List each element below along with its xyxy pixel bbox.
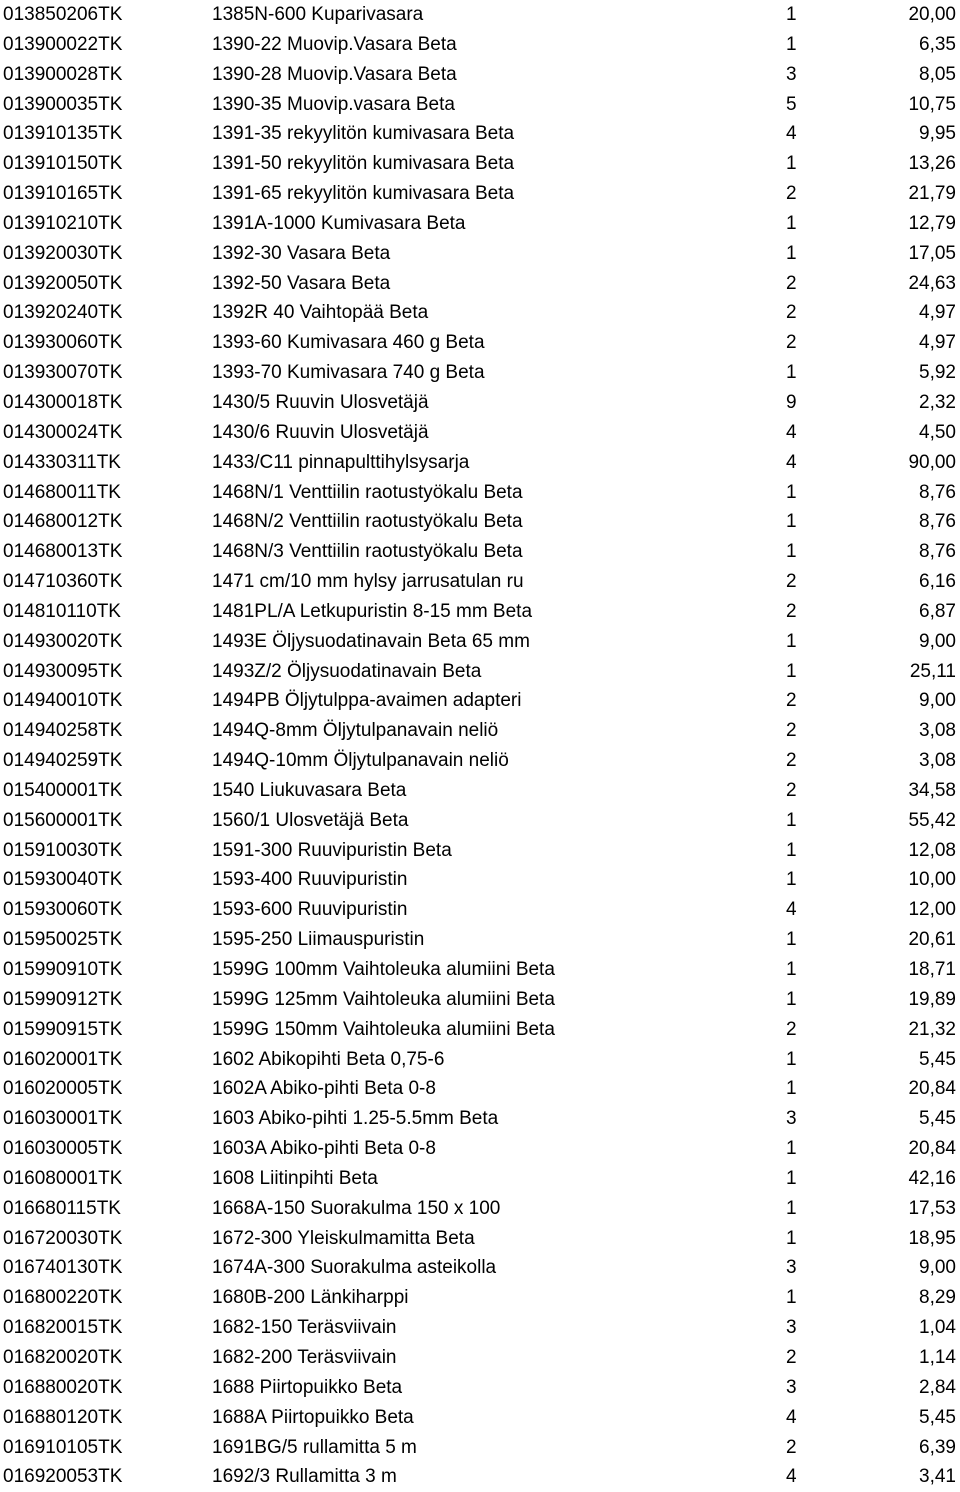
product-code-cell: 015990915TK bbox=[3, 1018, 123, 1040]
product-description-cell: 1608 Liitinpihti Beta bbox=[212, 1167, 378, 1189]
product-description-cell: 1595-250 Liimauspuristin bbox=[212, 929, 425, 951]
product-description-cell: 1391-50 rekyylitön kumivasara Beta bbox=[212, 153, 515, 175]
product-code-cell: 016820020TK bbox=[3, 1346, 123, 1368]
quantity-cell: 4 bbox=[786, 451, 797, 473]
product-code-cell: 013900028TK bbox=[3, 63, 123, 85]
quantity-cell: 2 bbox=[786, 720, 797, 742]
price-cell: 3,08 bbox=[919, 750, 956, 772]
table-row bbox=[0, 1253, 960, 1283]
table-row bbox=[0, 60, 960, 90]
product-code-cell: 016080001TK bbox=[3, 1167, 123, 1189]
quantity-cell: 1 bbox=[786, 839, 797, 861]
quantity-cell: 2 bbox=[786, 272, 797, 294]
quantity-cell: 3 bbox=[786, 63, 797, 85]
product-code-cell: 013910150TK bbox=[3, 153, 123, 175]
product-description-cell: 1599G 150mm Vaihtoleuka alumiini Beta bbox=[212, 1018, 555, 1040]
product-code-cell: 013920050TK bbox=[3, 272, 123, 294]
product-description-cell: 1494Q-8mm Öljytulpanavain neliö bbox=[212, 720, 499, 742]
quantity-cell: 3 bbox=[786, 1257, 797, 1279]
table-row bbox=[0, 985, 960, 1015]
product-description-cell: 1385N-600 Kuparivasara bbox=[212, 4, 424, 25]
product-description-cell: 1672-300 Yleiskulmamitta Beta bbox=[212, 1227, 475, 1249]
product-description-cell: 1468N/2 Venttiilin raotustyökalu Beta bbox=[212, 511, 523, 533]
price-cell: 8,76 bbox=[919, 511, 956, 533]
quantity-cell: 2 bbox=[786, 779, 797, 801]
product-code-cell: 015930060TK bbox=[3, 899, 123, 921]
product-description-cell: 1599G 100mm Vaihtoleuka alumiini Beta bbox=[212, 959, 555, 980]
product-code-cell: 015950025TK bbox=[3, 929, 123, 951]
quantity-cell: 3 bbox=[786, 1376, 797, 1398]
price-cell: 12,79 bbox=[908, 212, 956, 234]
table-row bbox=[0, 955, 960, 985]
product-description-cell: 1593-600 Ruuvipuristin bbox=[212, 899, 408, 921]
quantity-cell: 2 bbox=[786, 1346, 797, 1368]
product-code-cell: 014300024TK bbox=[3, 421, 123, 443]
table-row bbox=[0, 90, 960, 120]
quantity-cell: 4 bbox=[786, 421, 797, 443]
product-code-cell: 015930040TK bbox=[3, 869, 123, 891]
price-cell: 24,63 bbox=[908, 272, 956, 294]
product-code-cell: 016880120TK bbox=[3, 1406, 123, 1428]
price-cell: 6,39 bbox=[919, 1436, 956, 1458]
product-code-cell: 016740130TK bbox=[3, 1257, 123, 1279]
table-row bbox=[0, 925, 960, 955]
product-code-cell: 015990912TK bbox=[3, 988, 123, 1010]
price-cell: 3,08 bbox=[919, 720, 956, 742]
table-row bbox=[0, 597, 960, 627]
quantity-cell: 1 bbox=[786, 1167, 797, 1189]
product-code-cell: 016880020TK bbox=[3, 1376, 123, 1398]
product-description-cell: 1390-35 Muovip.vasara Beta bbox=[212, 93, 455, 115]
product-code-cell: 013910210TK bbox=[3, 212, 123, 234]
quantity-cell: 1 bbox=[786, 362, 797, 384]
product-description-cell: 1393-70 Kumivasara 740 g Beta bbox=[212, 362, 485, 384]
product-code-cell: 014680011TK bbox=[3, 481, 121, 503]
table-row bbox=[0, 30, 960, 60]
price-cell: 20,84 bbox=[908, 1138, 956, 1160]
product-description-cell: 1668A-150 Suorakulma 150 x 100 bbox=[212, 1197, 501, 1219]
quantity-cell: 1 bbox=[786, 481, 797, 503]
product-code-cell: 013850206TK bbox=[3, 4, 123, 25]
table-row bbox=[0, 627, 960, 657]
product-code-cell: 014680012TK bbox=[3, 511, 123, 533]
price-cell: 3,41 bbox=[919, 1466, 956, 1488]
quantity-cell: 1 bbox=[786, 511, 797, 533]
table-row bbox=[0, 298, 960, 328]
table-row bbox=[0, 1045, 960, 1075]
quantity-cell: 4 bbox=[786, 1466, 797, 1488]
table-row bbox=[0, 448, 960, 478]
price-cell: 21,79 bbox=[908, 183, 956, 205]
product-description-cell: 1602 Abikopihti Beta 0,75-6 bbox=[212, 1048, 445, 1070]
product-description-cell: 1540 Liukuvasara Beta bbox=[212, 779, 407, 801]
price-cell: 34,58 bbox=[908, 779, 956, 801]
table-row bbox=[0, 358, 960, 388]
product-description-cell: 1591-300 Ruuvipuristin Beta bbox=[212, 839, 452, 861]
product-code-cell: 013930070TK bbox=[3, 362, 123, 384]
product-description-cell: 1391-65 rekyylitön kumivasara Beta bbox=[212, 183, 515, 205]
product-code-cell: 016800220TK bbox=[3, 1287, 123, 1309]
product-code-cell: 014940259TK bbox=[3, 750, 123, 772]
table-row bbox=[0, 507, 960, 537]
table-row bbox=[0, 239, 960, 269]
product-description-cell: 1691BG/5 rullamitta 5 m bbox=[212, 1436, 417, 1458]
product-description-cell: 1430/6 Ruuvin Ulosvetäjä bbox=[212, 421, 429, 443]
table-row bbox=[0, 119, 960, 149]
product-code-cell: 014300018TK bbox=[3, 391, 123, 413]
product-description-cell: 1468N/1 Venttiilin raotustyökalu Beta bbox=[212, 481, 523, 503]
quantity-cell: 1 bbox=[786, 4, 797, 25]
price-cell: 18,95 bbox=[908, 1227, 956, 1249]
price-cell: 5,45 bbox=[919, 1108, 956, 1130]
table-row bbox=[0, 1433, 960, 1463]
price-cell: 2,84 bbox=[919, 1376, 956, 1398]
quantity-cell: 4 bbox=[786, 123, 797, 145]
product-code-cell: 015910030TK bbox=[3, 839, 123, 861]
table-row bbox=[0, 418, 960, 448]
price-cell: 17,53 bbox=[908, 1197, 956, 1219]
product-code-cell: 015400001TK bbox=[3, 779, 123, 801]
product-description-cell: 1493E Öljysuodatinavain Beta 65 mm bbox=[212, 630, 530, 652]
product-description-cell: 1481PL/A Letkupuristin 8-15 mm Beta bbox=[212, 600, 533, 622]
price-cell: 4,97 bbox=[919, 332, 956, 354]
quantity-cell: 1 bbox=[786, 630, 797, 652]
price-cell: 9,00 bbox=[919, 1257, 956, 1279]
quantity-cell: 2 bbox=[786, 1436, 797, 1458]
table-row bbox=[0, 328, 960, 358]
product-code-cell: 014930020TK bbox=[3, 630, 123, 652]
product-description-cell: 1560/1 Ulosvetäjä Beta bbox=[212, 809, 409, 831]
product-description-cell: 1430/5 Ruuvin Ulosvetäjä bbox=[212, 391, 429, 413]
product-code-cell: 013930060TK bbox=[3, 332, 123, 354]
quantity-cell: 3 bbox=[786, 1108, 797, 1130]
table-row bbox=[0, 1134, 960, 1164]
table-row bbox=[0, 1343, 960, 1373]
price-cell: 9,00 bbox=[919, 630, 956, 652]
table-row bbox=[0, 836, 960, 866]
price-cell: 55,42 bbox=[908, 809, 956, 831]
price-cell: 1,14 bbox=[919, 1346, 956, 1368]
price-cell: 13,26 bbox=[908, 153, 956, 175]
price-cell: 10,00 bbox=[908, 869, 956, 891]
price-cell: 19,89 bbox=[908, 988, 956, 1010]
product-description-cell: 1390-22 Muovip.Vasara Beta bbox=[212, 33, 457, 55]
product-description-cell: 1390-28 Muovip.Vasara Beta bbox=[212, 63, 457, 85]
price-cell: 6,16 bbox=[919, 571, 956, 593]
table-row bbox=[0, 806, 960, 836]
product-code-cell: 014940258TK bbox=[3, 720, 123, 742]
product-description-cell: 1468N/3 Venttiilin raotustyökalu Beta bbox=[212, 541, 523, 563]
product-description-cell: 1494PB Öljytulppa-avaimen adapteri bbox=[212, 690, 522, 712]
price-cell: 42,16 bbox=[908, 1167, 956, 1189]
product-description-cell: 1392R 40 Vaihtopää Beta bbox=[212, 302, 429, 324]
table-row bbox=[0, 686, 960, 716]
table-row bbox=[0, 567, 960, 597]
table-row bbox=[0, 0, 960, 30]
product-code-cell: 013900035TK bbox=[3, 93, 123, 115]
quantity-cell: 4 bbox=[786, 899, 797, 921]
product-code-cell: 016020001TK bbox=[3, 1048, 123, 1070]
price-cell: 17,05 bbox=[908, 242, 956, 264]
quantity-cell: 1 bbox=[786, 242, 797, 264]
product-code-cell: 013910165TK bbox=[3, 183, 123, 205]
price-cell: 8,29 bbox=[919, 1287, 956, 1309]
table-row bbox=[0, 478, 960, 508]
product-description-cell: 1682-200 Teräsviivain bbox=[212, 1346, 397, 1368]
table-row bbox=[0, 776, 960, 806]
price-cell: 6,35 bbox=[919, 33, 956, 55]
price-cell: 25,11 bbox=[909, 660, 956, 682]
quantity-cell: 1 bbox=[786, 809, 797, 831]
price-cell: 20,00 bbox=[908, 4, 956, 25]
quantity-cell: 1 bbox=[786, 1227, 797, 1249]
price-cell: 4,97 bbox=[919, 302, 956, 324]
quantity-cell: 5 bbox=[786, 93, 797, 115]
quantity-cell: 1 bbox=[786, 988, 797, 1010]
price-cell: 21,32 bbox=[908, 1018, 956, 1040]
product-code-cell: 013910135TK bbox=[3, 123, 123, 145]
product-description-cell: 1599G 125mm Vaihtoleuka alumiini Beta bbox=[212, 988, 555, 1010]
quantity-cell: 2 bbox=[786, 690, 797, 712]
product-code-cell: 014330311TK bbox=[3, 451, 121, 473]
product-code-cell: 016030005TK bbox=[3, 1138, 123, 1160]
table-row bbox=[0, 1313, 960, 1343]
price-cell: 8,76 bbox=[919, 541, 956, 563]
table-row bbox=[0, 269, 960, 299]
product-description-cell: 1603A Abiko-pihti Beta 0-8 bbox=[212, 1138, 436, 1160]
product-description-cell: 1392-30 Vasara Beta bbox=[212, 242, 391, 264]
product-description-cell: 1602A Abiko-pihti Beta 0-8 bbox=[212, 1078, 436, 1100]
product-description-cell: 1603 Abiko-pihti 1.25-5.5mm Beta bbox=[212, 1108, 499, 1130]
quantity-cell: 2 bbox=[786, 332, 797, 354]
product-description-cell: 1688A Piirtopuikko Beta bbox=[212, 1406, 414, 1428]
product-description-cell: 1392-50 Vasara Beta bbox=[212, 272, 391, 294]
quantity-cell: 1 bbox=[786, 959, 797, 980]
quantity-cell: 2 bbox=[786, 750, 797, 772]
table-row bbox=[0, 209, 960, 239]
quantity-cell: 1 bbox=[786, 869, 797, 891]
price-cell: 20,84 bbox=[908, 1078, 956, 1100]
table-row bbox=[0, 149, 960, 179]
quantity-cell: 2 bbox=[786, 1018, 797, 1040]
product-description-cell: 1393-60 Kumivasara 460 g Beta bbox=[212, 332, 485, 354]
quantity-cell: 1 bbox=[786, 33, 797, 55]
product-description-cell: 1680B-200 Länkiharppi bbox=[212, 1287, 409, 1309]
table-row bbox=[0, 1373, 960, 1403]
table-row bbox=[0, 1104, 960, 1134]
price-cell: 5,92 bbox=[919, 362, 956, 384]
table-row bbox=[0, 537, 960, 567]
product-code-cell: 016020005TK bbox=[3, 1078, 123, 1100]
price-cell: 8,05 bbox=[919, 63, 956, 85]
price-cell: 9,00 bbox=[919, 690, 956, 712]
table-row bbox=[0, 657, 960, 687]
product-code-cell: 016910105TK bbox=[3, 1436, 123, 1458]
product-description-cell: 1494Q-10mm Öljytulpanavain neliö bbox=[212, 750, 509, 772]
quantity-cell: 1 bbox=[786, 660, 797, 682]
product-code-cell: 016030001TK bbox=[3, 1108, 123, 1130]
table-row bbox=[0, 865, 960, 895]
table-row bbox=[0, 1164, 960, 1194]
quantity-cell: 2 bbox=[786, 571, 797, 593]
product-description-cell: 1682-150 Teräsviivain bbox=[212, 1317, 397, 1339]
price-cell: 20,61 bbox=[908, 929, 956, 951]
table-row bbox=[0, 895, 960, 925]
product-code-cell: 013920240TK bbox=[3, 302, 123, 324]
table-row bbox=[0, 1283, 960, 1313]
quantity-cell: 3 bbox=[786, 1317, 797, 1339]
quantity-cell: 2 bbox=[786, 302, 797, 324]
price-cell: 4,50 bbox=[919, 421, 956, 443]
table-row bbox=[0, 1074, 960, 1104]
quantity-cell: 1 bbox=[786, 212, 797, 234]
product-code-cell: 014710360TK bbox=[3, 571, 123, 593]
price-cell: 9,95 bbox=[919, 123, 956, 145]
price-cell: 18,71 bbox=[908, 959, 956, 980]
product-description-cell: 1674A-300 Suorakulma asteikolla bbox=[212, 1257, 497, 1279]
price-cell: 6,87 bbox=[919, 600, 956, 622]
table-row bbox=[0, 1462, 960, 1492]
table-row bbox=[0, 1194, 960, 1224]
quantity-cell: 2 bbox=[786, 600, 797, 622]
quantity-cell: 1 bbox=[786, 541, 797, 563]
product-code-cell: 014810110TK bbox=[3, 600, 121, 622]
quantity-cell: 1 bbox=[786, 1287, 797, 1309]
price-cell: 2,32 bbox=[919, 391, 956, 413]
quantity-cell: 1 bbox=[786, 1048, 797, 1070]
price-cell: 12,00 bbox=[908, 899, 956, 921]
product-code-cell: 016720030TK bbox=[3, 1227, 123, 1249]
price-cell: 10,75 bbox=[908, 93, 956, 115]
table-row bbox=[0, 388, 960, 418]
table-row bbox=[0, 716, 960, 746]
price-cell: 90,00 bbox=[908, 451, 956, 473]
product-code-cell: 016920053TK bbox=[3, 1466, 123, 1488]
price-cell: 5,45 bbox=[919, 1048, 956, 1070]
price-cell: 8,76 bbox=[919, 481, 956, 503]
product-description-cell: 1593-400 Ruuvipuristin bbox=[212, 869, 408, 891]
product-description-cell: 1692/3 Rullamitta 3 m bbox=[212, 1466, 397, 1488]
product-code-cell: 013920030TK bbox=[3, 242, 123, 264]
quantity-cell: 9 bbox=[786, 391, 797, 413]
product-code-cell: 013900022TK bbox=[3, 33, 123, 55]
price-cell: 5,45 bbox=[919, 1406, 956, 1428]
product-code-cell: 016680115TK bbox=[3, 1197, 121, 1219]
product-description-cell: 1688 Piirtopuikko Beta bbox=[212, 1376, 403, 1398]
product-description-cell: 1391A-1000 Kumivasara Beta bbox=[212, 212, 466, 234]
product-code-cell: 014940010TK bbox=[3, 690, 123, 712]
price-cell: 12,08 bbox=[908, 839, 956, 861]
product-description-cell: 1471 cm/10 mm hylsy jarrusatulan ru bbox=[212, 571, 524, 593]
table-row bbox=[0, 1015, 960, 1045]
quantity-cell: 1 bbox=[786, 153, 797, 175]
product-description-cell: 1391-35 rekyylitön kumivasara Beta bbox=[212, 123, 515, 145]
quantity-cell: 2 bbox=[786, 183, 797, 205]
quantity-cell: 4 bbox=[786, 1406, 797, 1428]
product-code-cell: 016820015TK bbox=[3, 1317, 123, 1339]
product-description-cell: 1433/C11 pinnapulttihylsysarja bbox=[212, 451, 470, 473]
product-description-cell: 1493Z/2 Öljysuodatinavain Beta bbox=[212, 660, 482, 682]
product-code-cell: 015990910TK bbox=[3, 959, 123, 980]
product-code-cell: 014680013TK bbox=[3, 541, 123, 563]
price-cell: 1,04 bbox=[919, 1317, 956, 1339]
quantity-cell: 1 bbox=[786, 929, 797, 951]
table-row bbox=[0, 1224, 960, 1254]
product-code-cell: 015600001TK bbox=[3, 809, 123, 831]
product-code-cell: 014930095TK bbox=[3, 660, 123, 682]
table-row bbox=[0, 746, 960, 776]
table-row bbox=[0, 179, 960, 209]
table-row bbox=[0, 1403, 960, 1433]
quantity-cell: 1 bbox=[786, 1078, 797, 1100]
quantity-cell: 1 bbox=[786, 1197, 797, 1219]
quantity-cell: 1 bbox=[786, 1138, 797, 1160]
